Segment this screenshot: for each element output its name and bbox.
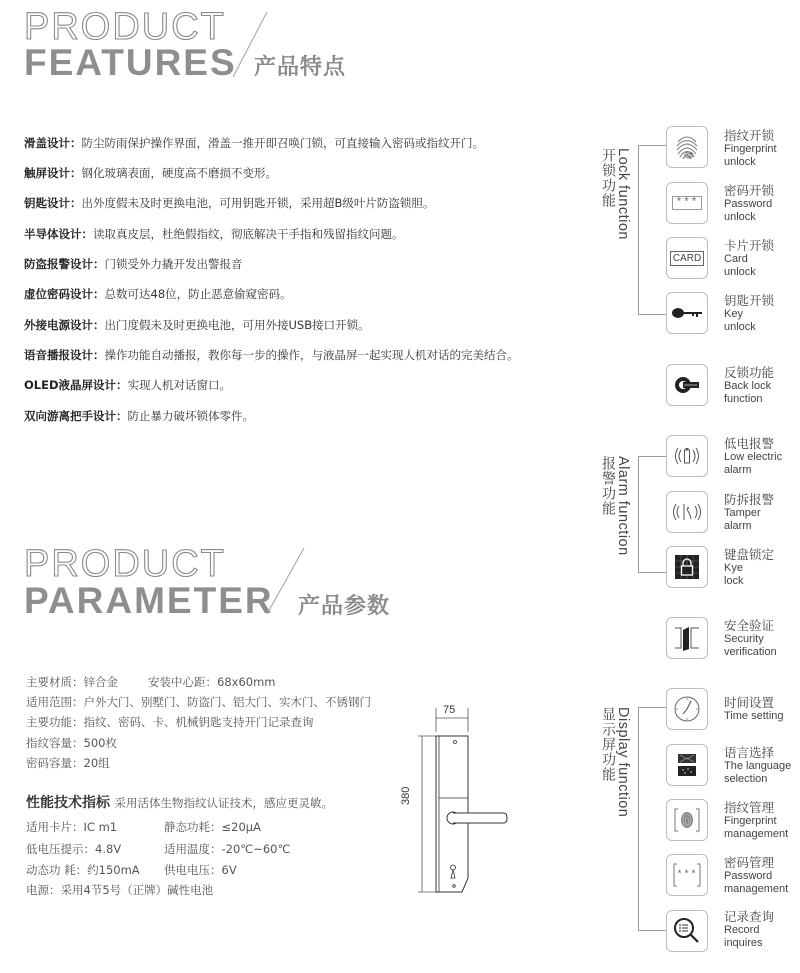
feature-item: 防盗报警设计：门锁受外力撬开发出警报音: [24, 257, 243, 271]
feature-item: 触屏设计：钢化玻璃表面，硬度高不磨损不变形。: [24, 166, 277, 180]
feature-icon-item: [666, 799, 708, 841]
lock-dimension-drawing: [400, 700, 520, 910]
display-group-label-cn: 显示屏功能: [600, 707, 616, 782]
feature-icon-text: 语言选择 The language selection: [724, 745, 792, 785]
spec-power-source: 电源：采用4节5号（正牌）碱性电池: [26, 883, 214, 897]
low-battery-alarm-icon: [666, 435, 708, 477]
keypad-lock-icon: [666, 546, 708, 588]
lock-group-bracket: [638, 145, 667, 315]
parameter-header-cn: 产品参数: [298, 594, 391, 619]
feature-icon-text: 防拆报警 Tamper alarm: [724, 492, 775, 532]
feature-item: OLED液晶屏设计：实现人机对话窗口。: [24, 378, 232, 392]
feature-icon-item: [666, 617, 708, 659]
feature-icon-item: [666, 126, 708, 168]
feature-icon-text: 指纹开锁 Fingerprint unlock: [724, 128, 777, 168]
features-header-line1: PRODUCT: [24, 6, 226, 48]
alarm-group-label-cn: 报警功能: [600, 456, 616, 516]
param-center-distance: 安装中心距：68x60mm: [148, 675, 276, 689]
spec-static-power: 静态功耗：≤20μA: [164, 820, 261, 834]
feature-icon-item: [666, 364, 708, 406]
performance-heading: [26, 792, 333, 812]
record-search-icon: [666, 910, 708, 952]
feature-icon-item: [666, 237, 708, 279]
lock-group-label-en: Lock function: [615, 148, 631, 240]
spec-dynamic-power: 动态功 耗：约150mA: [26, 863, 140, 877]
tamper-alarm-icon: [666, 491, 708, 533]
feature-icon-text: 时间设置 Time setting: [724, 695, 784, 722]
feature-icon-item: [666, 182, 708, 224]
spec-supply-voltage: 供电电压：6V: [164, 863, 237, 877]
feature-icon-text: 卡片开锁 Card unlock: [724, 238, 775, 278]
feature-icon-text: 指纹管理 Fingerprint management: [724, 800, 789, 840]
spec-low-voltage: 低电压提示：4.8V: [26, 842, 122, 856]
alarm-group-label-en: Alarm function: [615, 456, 631, 556]
feature-icon-item: [666, 854, 708, 896]
card-icon: CARD: [666, 237, 708, 279]
feature-icon-item: [666, 688, 708, 730]
display-group-bracket: [638, 707, 667, 931]
feature-icon-text: 安全验证 Security verification: [724, 618, 777, 658]
feature-icon-text: 记录查询 Record inquires: [724, 909, 775, 949]
back-lock-icon: [666, 364, 708, 406]
feature-icon-text: 密码管理 Password management: [724, 855, 789, 895]
language-icon: [666, 744, 708, 786]
display-group-label-en: Display function: [615, 707, 631, 818]
param-password-capacity: 密码容量：20组: [26, 756, 110, 770]
feature-icon-text: 钥匙开锁 Key unlock: [724, 293, 775, 333]
feature-icon-item: [666, 435, 708, 477]
feature-icon-text: 低电报警 Low electric alarm: [724, 436, 783, 476]
feature-icon-text: 键盘锁定 Kye lock: [724, 547, 775, 587]
features-header-cn: 产品特点: [254, 55, 347, 80]
feature-item: 虚位密码设计：总数可达48位，防止恶意偷窥密码。: [24, 287, 292, 301]
lock-group-label-cn: 开锁功能: [600, 148, 616, 208]
clock-icon: [666, 688, 708, 730]
feature-item: 双向游离把手设计：防止暴力破坏锁体零件。: [24, 409, 254, 423]
feature-icon-item: [666, 910, 708, 952]
height-dimension-label: 380: [400, 786, 412, 805]
feature-item: 半导体设计：读取真皮层，杜绝假指纹，彻底解决干手指和残留指纹问题。: [24, 227, 404, 241]
feature-icon-item: [666, 546, 708, 588]
fingerprint-icon: [666, 126, 708, 168]
alarm-group-bracket: [638, 456, 667, 573]
performance-subtitle: 采用活体生物指纹认证技术，感应更灵敏。: [114, 796, 333, 810]
features-header-line2: FEATURES: [24, 42, 237, 83]
feature-item: 滑盖设计：防尘防雨保护操作界面，滑盖一推开即召唤门锁，可直接输入密码或指纹开门。: [24, 136, 484, 150]
password-management-icon: ***: [666, 854, 708, 896]
fingerprint-management-icon: [666, 799, 708, 841]
feature-item: 语音播报设计：操作功能自动播报，教你每一步的操作，与液晶屏一起实现人机对话的完美结合。: [24, 348, 519, 362]
feature-icon-item: [666, 292, 708, 334]
param-functions: 主要功能：指纹、密码、卡、机械钥匙支持开门记录查询: [26, 715, 314, 729]
parameter-header-line1: PRODUCT: [24, 543, 226, 585]
security-door-icon: [666, 617, 708, 659]
feature-icon-item: [666, 744, 708, 786]
spec-card: 适用卡片：IC m1: [26, 820, 118, 834]
feature-item: 外接电源设计：出门度假未及时更换电池，可用外接USB接口开锁。: [24, 318, 370, 332]
feature-icon-item: [666, 491, 708, 533]
password-icon: ***: [666, 182, 708, 224]
param-fingerprint-capacity: 指纹容量：500枚: [26, 736, 117, 750]
parameter-header-line2: PARAMETER: [24, 580, 274, 621]
feature-item: 钥匙设计：出外度假未及时更换电池，可用钥匙开锁，采用超B级叶片防盗锁胆。: [24, 196, 435, 210]
feature-icon-text: 反锁功能 Back lock function: [724, 365, 775, 405]
param-material: 主要材质：锌合金: [26, 675, 118, 689]
spec-temperature: 适用温度：-20℃~60℃: [164, 842, 291, 856]
feature-icon-text: 密码开锁 Password unlock: [724, 183, 775, 223]
performance-title: 性能技术指标: [26, 795, 110, 811]
width-dimension-label: 75: [443, 704, 456, 716]
param-scope: 适用范围：户外大门、别墅门、防盗门、铝大门、实木门、不锈钢门: [26, 695, 371, 709]
key-icon: [666, 292, 708, 334]
